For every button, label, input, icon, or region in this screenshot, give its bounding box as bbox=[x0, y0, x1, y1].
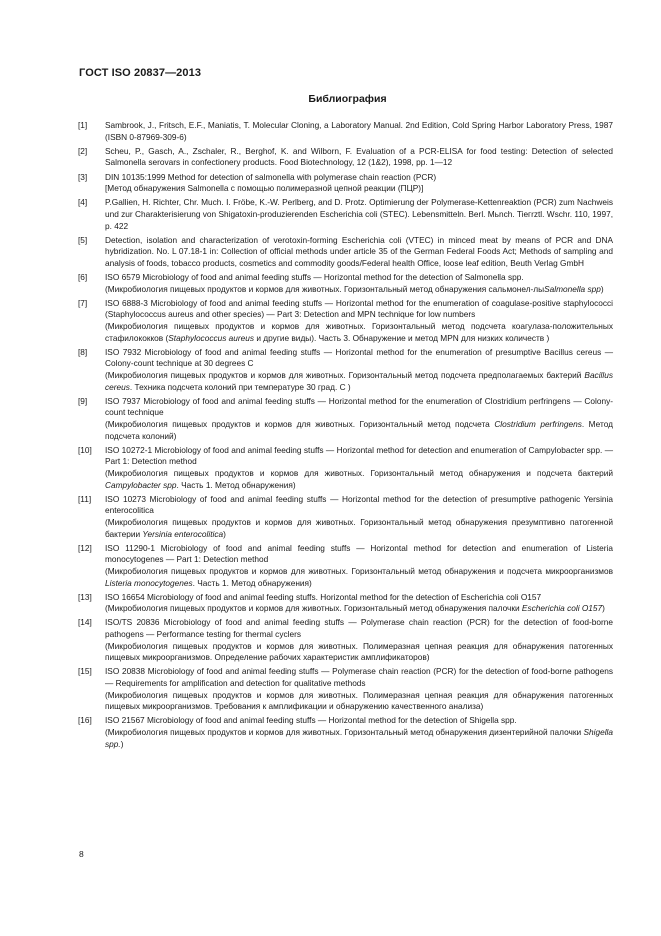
entry-reference: DIN 10135:1999 Method for detection of salmonella with polymerase chain reaction (PCR) bbox=[105, 171, 437, 182]
entry-reference: P.Gallien, H. Richter, Chr. Much. I. Fröbe, K.-W. Perlberg, and D. Protz. Optimierung der Polymerase-Kettenreaktion (PCR) zum Nachweis und zur Charakterisierung von Shigatoxin-produzierenden Escherichia coli (STEC). Lebensmitteln. Berl. Mьnch. Tiегrztl. Wschr. 110, 1997, p. 422 bbox=[105, 197, 614, 231]
bibliography-entry bbox=[78, 592, 613, 615]
translation-text-end: . Часть 1. Метод обнаружения) bbox=[192, 577, 312, 588]
translation-text: (Микробиология пищевых продуктов и кормов для животных. Горизонтальный метод обнаружения дизентерийной палочки bbox=[105, 727, 584, 737]
bibliography-entry bbox=[78, 235, 613, 270]
bibliography-entry bbox=[78, 666, 613, 712]
translation-text-end: . Техника подсчета колоний при температуре 30 град. C ) bbox=[129, 381, 351, 392]
bibliography-entry bbox=[78, 543, 613, 589]
translation-text-end: ) bbox=[223, 528, 226, 539]
bibliography-entry bbox=[78, 298, 613, 344]
translation-text: (Микробиология пищевых продуктов и кормов для животных. Горизонтальный метод подсчета коагулаза-положительных стафилококков ( bbox=[105, 321, 613, 343]
organism-name: Yersinia enterocolitica bbox=[142, 528, 224, 539]
entry-translation bbox=[105, 566, 613, 589]
entry-number: [3] bbox=[78, 171, 88, 182]
entry-translation bbox=[105, 517, 613, 540]
translation-text: (Микробиология пищевых продуктов и кормов для животных. Полимеразная цепная реакция для обнаружения патогенных пищевых микроорганизмов. Определение рабочих характеристик амплификаторов) bbox=[105, 640, 613, 663]
entry-translation bbox=[105, 284, 613, 296]
bibliography-entry bbox=[78, 617, 613, 663]
translation-text-end: ) bbox=[602, 603, 605, 614]
bibliography-entry bbox=[78, 172, 613, 195]
translation-text: [Метод обнаружения Salmonella с помощью полимеразной цепной реакции (ПЦР)] bbox=[105, 183, 424, 194]
entry-number: [16] bbox=[78, 715, 92, 726]
entry-number: [15] bbox=[78, 666, 92, 677]
document-header: ГОСТ ISO 20837—2013 bbox=[79, 67, 202, 79]
bibliography-title: Библиография bbox=[308, 93, 387, 105]
entry-number: [1] bbox=[78, 120, 88, 130]
entry-number: [4] bbox=[78, 197, 88, 208]
entry-reference: Detection, isolation and characterization of verotoxin-forming Escherichia coli (VTEC) in minced meat by means of PCR and DNA hybridization. No. L 07.18-1 in: Collection of official methods under article 35 of the German Federal Foods Act; Methods of sampling and analysis of foods, tobacco products, cosmetics and commodity goods/Federal health Office, loose leaf edition, Beuth Verlag GmbH bbox=[105, 234, 613, 268]
entry-number: [13] bbox=[78, 591, 92, 602]
entry-translation bbox=[105, 603, 613, 615]
entry-reference: ISO 21567 Microbiology of food and animal feeding stuffs — Horizontal method for the detection of Shigella spp. bbox=[105, 715, 517, 726]
translation-text: (Микробиология пищевых продуктов и кормов для животных. Горизонтальный метод обнаружения и подсчета бактерий bbox=[105, 467, 613, 478]
bibliography-entry bbox=[78, 715, 613, 750]
entry-translation bbox=[105, 419, 613, 442]
organism-name: Clostridium perfringens bbox=[494, 419, 582, 429]
bibliography-entry bbox=[78, 396, 613, 442]
entry-translation bbox=[105, 690, 613, 713]
translation-text: (Микробиология пищевых продуктов и кормов для животных. Горизонтальный метод обнаружения палочки bbox=[105, 603, 522, 614]
entry-number: [10] bbox=[78, 444, 92, 455]
organism-name: Escherichia coli O157 bbox=[521, 603, 603, 614]
translation-text-end: и другие виды). Часть 3. Обнаружение и метод MPN для низких количеств ) bbox=[254, 332, 550, 343]
entry-number: [12] bbox=[78, 542, 92, 553]
entry-reference: ISO 10272-1 Microbiology of food and animal feeding stuffs — Horizontal method for detection and enumeration of Campylobacter spp. — Part 1: Detection method bbox=[105, 444, 613, 467]
entry-number: [8] bbox=[78, 346, 88, 357]
page-number: 8 bbox=[79, 849, 84, 859]
entry-number: [14] bbox=[78, 617, 92, 628]
entry-reference: ISO 16654 Microbiology of food and animal feeding stuffs. Horizontal method for the detection of Escherichia coli O157 bbox=[105, 591, 542, 602]
bibliography-list bbox=[78, 120, 613, 753]
entry-number: [5] bbox=[78, 234, 88, 245]
entry-translation bbox=[105, 468, 613, 491]
entry-number: [2] bbox=[78, 145, 88, 156]
entry-translation bbox=[105, 641, 613, 664]
organism-name: Bacillus cereus bbox=[105, 370, 613, 392]
entry-translation bbox=[105, 370, 613, 393]
bibliography-entry bbox=[78, 197, 613, 232]
entry-reference: ISO 7932 Microbiology of food and animal feeding stuffs — Horizontal method for the enumeration of presumptive Bacillus cereus — Colony-count technique at 30 degrees C bbox=[105, 346, 613, 369]
entry-number: [9] bbox=[78, 395, 88, 406]
entry-number: [11] bbox=[78, 493, 92, 504]
translation-text-end: . Метод подсчета колоний) bbox=[105, 419, 613, 441]
entry-reference: ISO/TS 20836 Microbiology of food and animal feeding stuffs — Polymerase chain reaction (PCR) for the detection of food-borne pathogens — Performance testing for thermal cyclers bbox=[105, 617, 613, 640]
translation-text: (Микробиология пищевых продуктов и кормов для животных. Горизонтальный метод обнаружения презумптивно патогенной бактерии bbox=[105, 516, 613, 539]
translation-text: (Микробиология пищевых продуктов и кормов для животных. Горизонтальный метод подсчета bbox=[105, 419, 495, 429]
translation-text: (Микробиология пищевых продуктов и кормов для животных. Горизонтальный метод обнаружения и подсчета микроорганизмов bbox=[105, 565, 613, 576]
entry-reference: ISO 10273 Microbiology of food and animal feeding stuffs — Horizontal method for the detection of presumptive pathogenic Yersinia enterocolitica bbox=[105, 493, 613, 516]
translation-text-end: . Часть 1. Метод обнаружения) bbox=[176, 479, 296, 490]
translation-text: (Микробиология пищевых продуктов и кормов для животных. Горизонтальный метод подсчета предполагаемых бактерий bbox=[105, 370, 585, 381]
bibliography-entry bbox=[78, 347, 613, 393]
entry-reference: ISO 7937 Microbiology of food and animal feeding stuffs — Horizontal method for the enumeration of Clostridium perfringens — Colony-count technique bbox=[105, 395, 613, 418]
translation-text: (Микробиология пищевых продуктов и кормов для животных. Полимеразная цепная реакция для обнаружения патогенных пищевых микроорганизмов. Требования к амплификации и обнаружению качественного анализа) bbox=[105, 689, 613, 712]
entry-number: [6] bbox=[78, 272, 88, 283]
entry-reference: Sambrook, J., Fritsch, E.F., Maniatis, T. Molecular Cloning, a Laboratory Manual. 2nd Edition, Cold Spring Harbor Laboratory Press, 1987 (ISBN 0-87969-309-6) bbox=[105, 120, 613, 142]
organism-name: Salmonella spp bbox=[544, 283, 601, 294]
entry-translation bbox=[105, 183, 613, 195]
entry-translation bbox=[105, 321, 613, 344]
bibliography-entry bbox=[78, 272, 613, 295]
translation-text-end: ) bbox=[600, 283, 604, 294]
organism-name: Listeria monocytogenes bbox=[105, 577, 193, 588]
bibliography-entry bbox=[78, 120, 613, 143]
bibliography-entry bbox=[78, 445, 613, 491]
entry-number: [7] bbox=[78, 297, 88, 308]
entry-reference: ISO 6888-3 Microbiology of food and animal feeding stuffs — Horizontal method for the enumeration of coagulase-positive staphylococci (Staphylococcus aureus and other species) — Part 3: Detection and MPN technique for low numbers bbox=[105, 297, 613, 320]
organism-name: Shigella spp. bbox=[105, 727, 613, 749]
organism-name: Staphylococcus aureus bbox=[168, 332, 255, 343]
translation-text: (Микробиология пищевых продуктов и кормов для животных. Горизонтальный метод обнаружения сальмонел-лы bbox=[105, 283, 545, 294]
entry-reference: ISO 6579 Microbiology of food and animal feeding stuffs — Horizontal method for the detection of Salmonella spp. bbox=[105, 272, 524, 283]
entry-translation bbox=[105, 727, 613, 750]
organism-name: Campylobacter spp bbox=[105, 479, 177, 490]
entry-reference: Scheu, P., Gasch, A., Zschaler, R., Berghof, K. and Wilborn, F. Evaluation of a PCR-ELISA for food testing: Detection of selected Salmonella serovars in confectionery products. Food Biotechnology, 12 (1&2), 1998, pp. 1—12 bbox=[105, 145, 613, 168]
entry-reference: ISO 11290-1 Microbiology of food and animal feeding stuffs — Horizontal method for detection and enumeration of Listeria monocytogenes — Part 1: Detection method bbox=[105, 542, 613, 565]
entry-reference: ISO 20838 Microbiology of food and animal feeding stuffs — Polymerase chain reaction (PCR) for the detection of food-borne pathogens — Requirements for amplification and detection for qualitative methods bbox=[105, 666, 613, 689]
bibliography-entry bbox=[78, 146, 613, 169]
bibliography-entry bbox=[78, 494, 613, 540]
translation-text-end: ) bbox=[120, 738, 124, 749]
